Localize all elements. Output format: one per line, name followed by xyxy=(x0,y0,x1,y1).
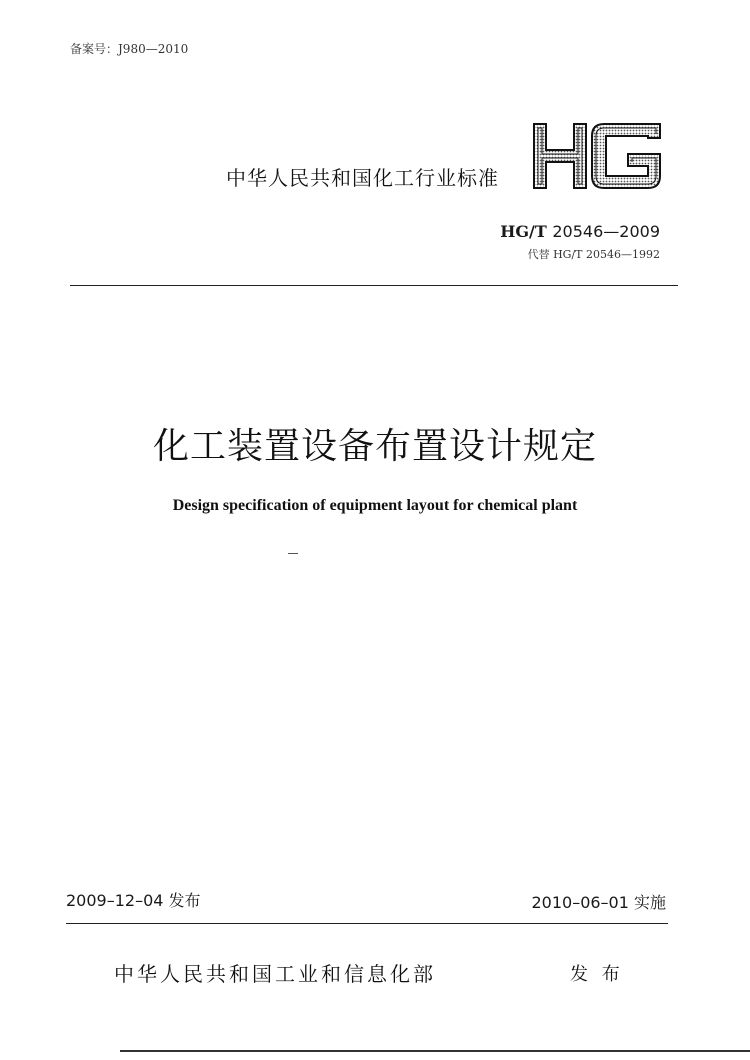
issuing-authority: 中华人民共和国工业和信息化部 xyxy=(114,962,436,986)
top-divider xyxy=(70,285,678,286)
implementation-date: 2010–06–01 实施 xyxy=(531,893,666,912)
title-chinese: 化工装置设备布置设计规定 xyxy=(152,426,597,467)
standard-code: HG/T xyxy=(500,222,547,241)
title-english: Design specification of equipment layout for chemical plant xyxy=(172,497,578,514)
standard-category: 中华人民共和国化工行业标准 xyxy=(226,166,499,190)
hg-logo-icon xyxy=(530,120,664,192)
issue-date: 2009–12–04 发布 xyxy=(66,891,201,910)
footer-divider xyxy=(120,1050,750,1052)
standard-number-value: 20546—2009 xyxy=(552,222,660,241)
replaces-standard: 代替 HG/T 20546—1992 xyxy=(527,248,660,261)
bottom-divider xyxy=(66,923,668,924)
stray-mark xyxy=(288,553,298,554)
filing-number: 备案号：J980—2010 xyxy=(70,42,189,56)
publish-label: 发 布 xyxy=(570,964,624,985)
standard-number xyxy=(500,222,660,241)
